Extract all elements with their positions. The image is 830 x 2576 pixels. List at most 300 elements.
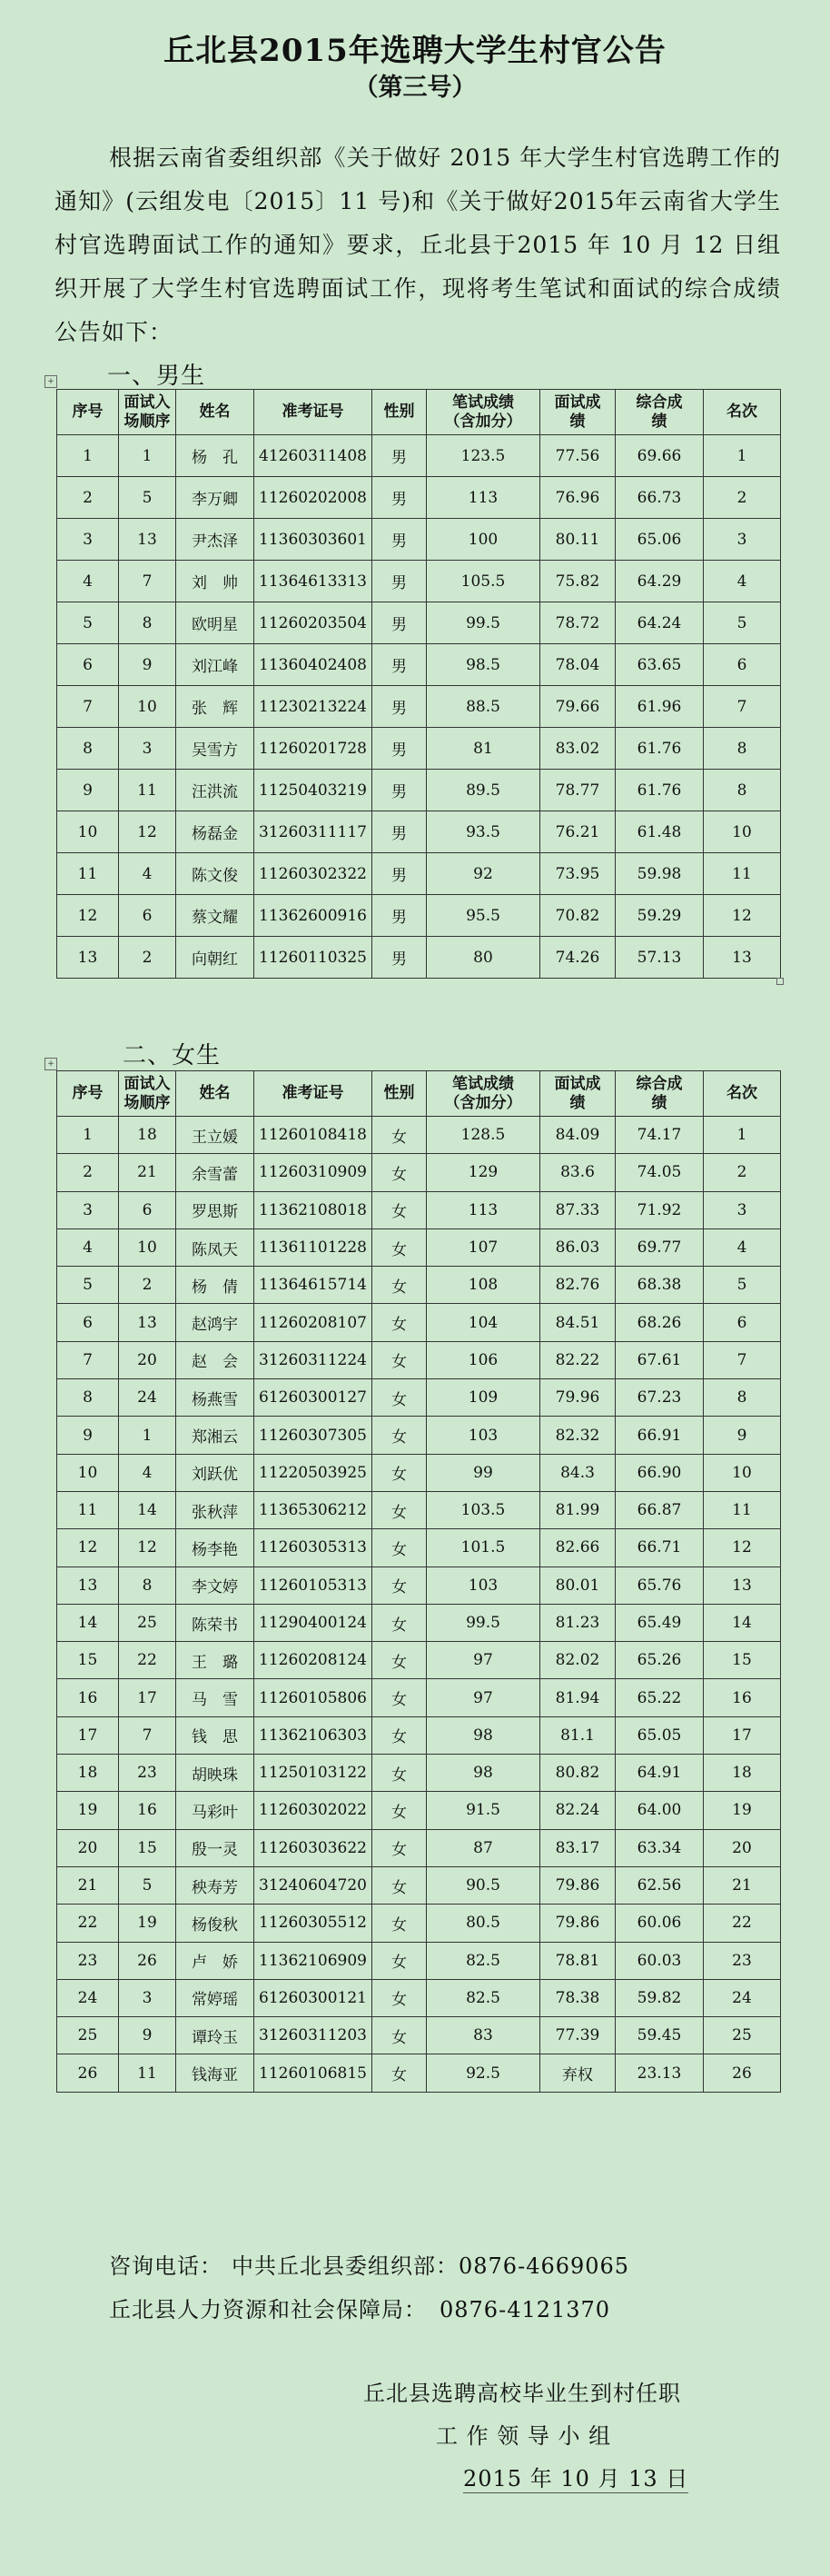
- cell-name: 杨俊秋: [176, 1905, 254, 1942]
- header-written: 笔试成绩 （含加分）: [427, 1071, 540, 1117]
- cell-seq: 5: [57, 1267, 119, 1304]
- cell-name: 张秋萍: [176, 1491, 254, 1528]
- cell-exam-id: 31240604720: [254, 1866, 372, 1904]
- cell-exam-id: 11260110325: [254, 937, 372, 979]
- cell-gender: 女: [372, 1228, 427, 1266]
- cell-interview-order: 9: [119, 644, 176, 686]
- table-row: [57, 1716, 781, 1754]
- cell-rank: 2: [704, 477, 781, 519]
- cell-total-score: 67.23: [616, 1379, 704, 1417]
- cell-rank: 5: [704, 1267, 781, 1304]
- cell-rank: 24: [704, 1979, 781, 2016]
- cell-interview-order: 3: [119, 1979, 176, 2016]
- cell-gender: 女: [372, 1529, 427, 1566]
- cell-gender: 女: [372, 1267, 427, 1304]
- cell-total-score: 66.71: [616, 1529, 704, 1566]
- cell-interview-order: 21: [119, 1154, 176, 1191]
- cell-gender: 女: [372, 1454, 427, 1491]
- cell-exam-id: 11260305512: [254, 1905, 372, 1942]
- table-row: [57, 937, 781, 979]
- table-row: [57, 1642, 781, 1679]
- male-results-table: [56, 389, 781, 979]
- cell-total-score: 61.96: [616, 686, 704, 728]
- table-row: [57, 1529, 781, 1566]
- table-row: [57, 895, 781, 937]
- cell-seq: 24: [57, 1979, 119, 2016]
- table-row: [57, 1379, 781, 1417]
- cell-total-score: 60.03: [616, 1942, 704, 1979]
- cell-name: 马彩叶: [176, 1792, 254, 1829]
- cell-interview-score: 84.09: [540, 1117, 616, 1154]
- contact-org-2: 丘北县人力资源和社会保障局：: [109, 2297, 427, 2322]
- cell-gender: 女: [372, 1905, 427, 1942]
- cell-interview-order: 1: [119, 1417, 176, 1454]
- cell-rank: 11: [704, 1491, 781, 1528]
- cell-gender: 男: [372, 770, 427, 811]
- cell-exam-id: 11360303601: [254, 519, 372, 561]
- cell-interview-score: 78.77: [540, 770, 616, 811]
- header-order: 面试入 场顺序: [119, 390, 176, 435]
- table-row: [57, 728, 781, 770]
- cell-interview-order: 16: [119, 1792, 176, 1829]
- cell-name: 钱 思: [176, 1716, 254, 1754]
- cell-interview-score: 86.03: [540, 1228, 616, 1266]
- cell-seq: 10: [57, 1454, 119, 1491]
- cell-name: 向朝红: [176, 937, 254, 979]
- cell-rank: 6: [704, 644, 781, 686]
- header-gender: 性别: [372, 390, 427, 435]
- cell-interview-order: 4: [119, 853, 176, 895]
- cell-seq: 3: [57, 519, 119, 561]
- cell-written-score: 129: [427, 1154, 540, 1191]
- table-row: [57, 1942, 781, 1979]
- table-row: [57, 644, 781, 686]
- cell-gender: 男: [372, 602, 427, 644]
- table-row: [57, 435, 781, 477]
- table-header-row: [57, 390, 781, 435]
- cell-written-score: 89.5: [427, 770, 540, 811]
- cell-seq: 3: [57, 1191, 119, 1228]
- cell-interview-score: 79.96: [540, 1379, 616, 1417]
- cell-name: 王 璐: [176, 1642, 254, 1679]
- cell-name: 吴雪方: [176, 728, 254, 770]
- table-move-handle-icon[interactable]: +: [44, 375, 57, 388]
- cell-total-score: 65.49: [616, 1604, 704, 1641]
- cell-rank: 11: [704, 853, 781, 895]
- cell-interview-order: 12: [119, 1529, 176, 1566]
- cell-rank: 26: [704, 2054, 781, 2092]
- cell-rank: 4: [704, 1228, 781, 1266]
- contact-label: 咨询电话：: [109, 2253, 222, 2279]
- cell-rank: 10: [704, 811, 781, 853]
- cell-interview-order: 2: [119, 937, 176, 979]
- cell-written-score: 99: [427, 1454, 540, 1491]
- cell-name: 杨燕雪: [176, 1379, 254, 1417]
- cell-gender: 男: [372, 686, 427, 728]
- cell-gender: 女: [372, 1379, 427, 1417]
- cell-interview-score: 81.94: [540, 1679, 616, 1716]
- cell-written-score: 99.5: [427, 1604, 540, 1641]
- table-row: [57, 602, 781, 644]
- cell-interview-score: 84.3: [540, 1454, 616, 1491]
- cell-exam-id: 11361101228: [254, 1228, 372, 1266]
- cell-exam-id: 11364613313: [254, 561, 372, 602]
- cell-gender: 男: [372, 477, 427, 519]
- cell-seq: 2: [57, 477, 119, 519]
- cell-seq: 1: [57, 435, 119, 477]
- cell-gender: 男: [372, 644, 427, 686]
- cell-rank: 16: [704, 1679, 781, 1716]
- cell-interview-score: 79.66: [540, 686, 616, 728]
- cell-gender: 女: [372, 1566, 427, 1604]
- cell-seq: 13: [57, 1566, 119, 1604]
- cell-interview-score: 79.86: [540, 1866, 616, 1904]
- cell-name: 王立媛: [176, 1117, 254, 1154]
- cell-written-score: 82.5: [427, 1942, 540, 1979]
- cell-rank: 1: [704, 435, 781, 477]
- cell-exam-id: 11260105313: [254, 1566, 372, 1604]
- cell-seq: 9: [57, 770, 119, 811]
- cell-written-score: 113: [427, 1191, 540, 1228]
- table-row: [57, 1792, 781, 1829]
- cell-interview-order: 9: [119, 2017, 176, 2054]
- cell-total-score: 64.29: [616, 561, 704, 602]
- cell-rank: 6: [704, 1304, 781, 1341]
- cell-total-score: 23.13: [616, 2054, 704, 2092]
- table-row: [57, 1755, 781, 1792]
- cell-seq: 8: [57, 1379, 119, 1417]
- cell-total-score: 68.26: [616, 1304, 704, 1341]
- cell-interview-score: 82.02: [540, 1642, 616, 1679]
- cell-interview-score: 70.82: [540, 895, 616, 937]
- cell-interview-order: 1: [119, 435, 176, 477]
- cell-interview-order: 19: [119, 1905, 176, 1942]
- cell-seq: 23: [57, 1942, 119, 1979]
- cell-exam-id: 11364615714: [254, 1267, 372, 1304]
- cell-rank: 3: [704, 519, 781, 561]
- cell-gender: 女: [372, 1792, 427, 1829]
- cell-gender: 男: [372, 561, 427, 602]
- cell-interview-order: 7: [119, 1716, 176, 1754]
- cell-seq: 19: [57, 1792, 119, 1829]
- cell-total-score: 61.76: [616, 728, 704, 770]
- cell-interview-score: 77.39: [540, 2017, 616, 2054]
- cell-exam-id: 11365306212: [254, 1491, 372, 1528]
- cell-rank: 15: [704, 1642, 781, 1679]
- cell-interview-score: 83.6: [540, 1154, 616, 1191]
- cell-interview-score: 77.56: [540, 435, 616, 477]
- cell-total-score: 57.13: [616, 937, 704, 979]
- cell-seq: 7: [57, 686, 119, 728]
- cell-gender: 女: [372, 1154, 427, 1191]
- cell-written-score: 92.5: [427, 2054, 540, 2092]
- cell-interview-score: 87.33: [540, 1191, 616, 1228]
- table-row: [57, 811, 781, 853]
- cell-rank: 14: [704, 1604, 781, 1641]
- cell-seq: 4: [57, 561, 119, 602]
- cell-exam-id: 11260201728: [254, 728, 372, 770]
- cell-name: 杨 孔: [176, 435, 254, 477]
- contact-phone-2: 0876-4121370: [440, 2297, 611, 2322]
- header-interview: 面试成 绩: [540, 1071, 616, 1117]
- cell-name: 赵 会: [176, 1341, 254, 1378]
- cell-name: 刘 帅: [176, 561, 254, 602]
- cell-total-score: 67.61: [616, 1341, 704, 1378]
- cell-name: 刘江峰: [176, 644, 254, 686]
- cell-seq: 12: [57, 1529, 119, 1566]
- cell-written-score: 83: [427, 2017, 540, 2054]
- cell-gender: 女: [372, 1341, 427, 1378]
- cell-rank: 23: [704, 1942, 781, 1979]
- cell-seq: 22: [57, 1905, 119, 1942]
- cell-interview-score: 81.23: [540, 1604, 616, 1641]
- cell-interview-order: 14: [119, 1491, 176, 1528]
- header-rank: 名次: [704, 1071, 781, 1117]
- cell-total-score: 59.82: [616, 1979, 704, 2016]
- cell-name: 张 辉: [176, 686, 254, 728]
- cell-gender: 男: [372, 895, 427, 937]
- cell-written-score: 107: [427, 1228, 540, 1266]
- cell-seq: 5: [57, 602, 119, 644]
- cell-rank: 20: [704, 1829, 781, 1866]
- cell-written-score: 92: [427, 853, 540, 895]
- section-title-female: 二、女生: [123, 1042, 222, 1069]
- cell-total-score: 66.73: [616, 477, 704, 519]
- header-total: 综合成 绩: [616, 1071, 704, 1117]
- cell-seq: 18: [57, 1755, 119, 1792]
- cell-rank: 19: [704, 1792, 781, 1829]
- cell-written-score: 80.5: [427, 1905, 540, 1942]
- cell-interview-order: 10: [119, 1228, 176, 1266]
- table-row: [57, 1566, 781, 1604]
- cell-interview-order: 12: [119, 811, 176, 853]
- header-total: 综合成 绩: [616, 390, 704, 435]
- cell-total-score: 65.22: [616, 1679, 704, 1716]
- cell-total-score: 65.26: [616, 1642, 704, 1679]
- cell-total-score: 74.17: [616, 1117, 704, 1154]
- cell-rank: 17: [704, 1716, 781, 1754]
- cell-gender: 男: [372, 519, 427, 561]
- cell-name: 常婷瑶: [176, 1979, 254, 2016]
- cell-written-score: 91.5: [427, 1792, 540, 1829]
- cell-interview-score: 84.51: [540, 1304, 616, 1341]
- cell-name: 余雪蕾: [176, 1154, 254, 1191]
- cell-interview-score: 78.04: [540, 644, 616, 686]
- cell-seq: 13: [57, 937, 119, 979]
- cell-interview-score: 76.21: [540, 811, 616, 853]
- cell-interview-score: 78.72: [540, 602, 616, 644]
- cell-interview-score: 80.01: [540, 1566, 616, 1604]
- cell-name: 殷一灵: [176, 1829, 254, 1866]
- cell-interview-score: 73.95: [540, 853, 616, 895]
- cell-gender: 女: [372, 1829, 427, 1866]
- cell-total-score: 59.29: [616, 895, 704, 937]
- contact-line-1: [109, 2248, 629, 2280]
- cell-exam-id: 11260208107: [254, 1304, 372, 1341]
- cell-total-score: 69.66: [616, 435, 704, 477]
- table-row: [57, 1304, 781, 1341]
- cell-total-score: 69.77: [616, 1228, 704, 1266]
- cell-rank: 7: [704, 686, 781, 728]
- cell-exam-id: 11360402408: [254, 644, 372, 686]
- cell-name: 赵鸿宇: [176, 1304, 254, 1341]
- cell-seq: 11: [57, 853, 119, 895]
- cell-seq: 6: [57, 1304, 119, 1341]
- table-row: [57, 1905, 781, 1942]
- cell-written-score: 87: [427, 1829, 540, 1866]
- cell-rank: 12: [704, 1529, 781, 1566]
- cell-name: 罗思斯: [176, 1191, 254, 1228]
- cell-name: 胡映珠: [176, 1755, 254, 1792]
- cell-exam-id: 11362108018: [254, 1191, 372, 1228]
- signature-org-line-1: 丘北县选聘高校毕业生到村任职: [363, 2381, 681, 2406]
- cell-seq: 17: [57, 1716, 119, 1754]
- cell-name: 卢 娇: [176, 1942, 254, 1979]
- cell-total-score: 62.56: [616, 1866, 704, 1904]
- cell-rank: 8: [704, 728, 781, 770]
- cell-exam-id: 11260302022: [254, 1792, 372, 1829]
- cell-written-score: 98.5: [427, 644, 540, 686]
- cell-gender: 女: [372, 1866, 427, 1904]
- cell-gender: 女: [372, 1716, 427, 1754]
- cell-interview-score: 83.02: [540, 728, 616, 770]
- cell-total-score: 65.06: [616, 519, 704, 561]
- table-resize-handle-icon[interactable]: [776, 978, 784, 985]
- cell-exam-id: 11362106303: [254, 1716, 372, 1754]
- table-row: [57, 686, 781, 728]
- cell-seq: 25: [57, 2017, 119, 2054]
- cell-written-score: 101.5: [427, 1529, 540, 1566]
- cell-exam-id: 11230213224: [254, 686, 372, 728]
- cell-total-score: 65.05: [616, 1716, 704, 1754]
- cell-rank: 8: [704, 770, 781, 811]
- cell-written-score: 81: [427, 728, 540, 770]
- cell-total-score: 64.24: [616, 602, 704, 644]
- cell-name: 杨磊金: [176, 811, 254, 853]
- cell-interview-order: 15: [119, 1829, 176, 1866]
- cell-seq: 11: [57, 1491, 119, 1528]
- cell-interview-score: 78.38: [540, 1979, 616, 2016]
- table-row: [57, 1866, 781, 1904]
- table-row: [57, 1979, 781, 2016]
- cell-seq: 15: [57, 1642, 119, 1679]
- table-row: [57, 1417, 781, 1454]
- cell-interview-score: 81.99: [540, 1491, 616, 1528]
- cell-total-score: 61.76: [616, 770, 704, 811]
- cell-exam-id: 61260300121: [254, 1979, 372, 2016]
- cell-seq: 14: [57, 1604, 119, 1641]
- table-move-handle-icon[interactable]: +: [44, 1058, 57, 1070]
- table-row: [57, 1454, 781, 1491]
- cell-written-score: 98: [427, 1716, 540, 1754]
- table-row: [57, 1228, 781, 1266]
- cell-exam-id: 11260305313: [254, 1529, 372, 1566]
- cell-written-score: 123.5: [427, 435, 540, 477]
- cell-gender: 男: [372, 728, 427, 770]
- cell-interview-order: 3: [119, 728, 176, 770]
- table-header-row: [57, 1071, 781, 1117]
- cell-interview-order: 20: [119, 1341, 176, 1378]
- cell-exam-id: 11362106909: [254, 1942, 372, 1979]
- cell-interview-order: 6: [119, 1191, 176, 1228]
- cell-gender: 女: [372, 2017, 427, 2054]
- cell-name: 杨 倩: [176, 1267, 254, 1304]
- cell-interview-order: 7: [119, 561, 176, 602]
- header-seq: 序号: [57, 1071, 119, 1117]
- cell-exam-id: 11290400124: [254, 1604, 372, 1641]
- cell-interview-order: 22: [119, 1642, 176, 1679]
- cell-gender: 女: [372, 1491, 427, 1528]
- cell-seq: 16: [57, 1679, 119, 1716]
- header-interview: 面试成 绩: [540, 390, 616, 435]
- cell-written-score: 97: [427, 1642, 540, 1679]
- cell-rank: 13: [704, 1566, 781, 1604]
- table-row: [57, 1267, 781, 1304]
- cell-seq: 4: [57, 1228, 119, 1266]
- cell-interview-order: 5: [119, 1866, 176, 1904]
- cell-gender: 女: [372, 1304, 427, 1341]
- cell-total-score: 59.45: [616, 2017, 704, 2054]
- cell-seq: 2: [57, 1154, 119, 1191]
- cell-written-score: 103.5: [427, 1491, 540, 1528]
- cell-exam-id: 11260310909: [254, 1154, 372, 1191]
- cell-name: 李万卿: [176, 477, 254, 519]
- cell-interview-score: 80.11: [540, 519, 616, 561]
- cell-gender: 女: [372, 1755, 427, 1792]
- cell-interview-order: 10: [119, 686, 176, 728]
- cell-written-score: 108: [427, 1267, 540, 1304]
- cell-gender: 女: [372, 1417, 427, 1454]
- table-row: [57, 1491, 781, 1528]
- cell-seq: 26: [57, 2054, 119, 2092]
- cell-interview-order: 2: [119, 1267, 176, 1304]
- cell-gender: 男: [372, 937, 427, 979]
- cell-name: 陈荣书: [176, 1604, 254, 1641]
- table-row: [57, 770, 781, 811]
- cell-exam-id: 11260302322: [254, 853, 372, 895]
- cell-seq: 1: [57, 1117, 119, 1154]
- header-exam-id: 准考证号: [254, 390, 372, 435]
- cell-interview-score: 82.22: [540, 1341, 616, 1378]
- cell-written-score: 103: [427, 1566, 540, 1604]
- cell-written-score: 97: [427, 1679, 540, 1716]
- cell-exam-id: 11260106815: [254, 2054, 372, 2092]
- cell-written-score: 113: [427, 477, 540, 519]
- cell-written-score: 98: [427, 1755, 540, 1792]
- cell-total-score: 68.38: [616, 1267, 704, 1304]
- cell-name: 郑湘云: [176, 1417, 254, 1454]
- cell-total-score: 66.87: [616, 1491, 704, 1528]
- cell-interview-score: 80.82: [540, 1755, 616, 1792]
- cell-exam-id: 11260108418: [254, 1117, 372, 1154]
- cell-written-score: 106: [427, 1341, 540, 1378]
- cell-written-score: 103: [427, 1417, 540, 1454]
- cell-seq: 6: [57, 644, 119, 686]
- section-title-male: 一、男生: [107, 363, 206, 390]
- cell-name: 谭玲玉: [176, 2017, 254, 2054]
- cell-seq: 12: [57, 895, 119, 937]
- table-row: [57, 2017, 781, 2054]
- cell-gender: 女: [372, 1942, 427, 1979]
- cell-interview-score: 83.17: [540, 1829, 616, 1866]
- cell-exam-id: 11260202008: [254, 477, 372, 519]
- table-row: [57, 519, 781, 561]
- cell-rank: 10: [704, 1454, 781, 1491]
- cell-total-score: 60.06: [616, 1905, 704, 1942]
- cell-interview-order: 24: [119, 1379, 176, 1417]
- cell-exam-id: 11250103122: [254, 1755, 372, 1792]
- cell-interview-score: 82.76: [540, 1267, 616, 1304]
